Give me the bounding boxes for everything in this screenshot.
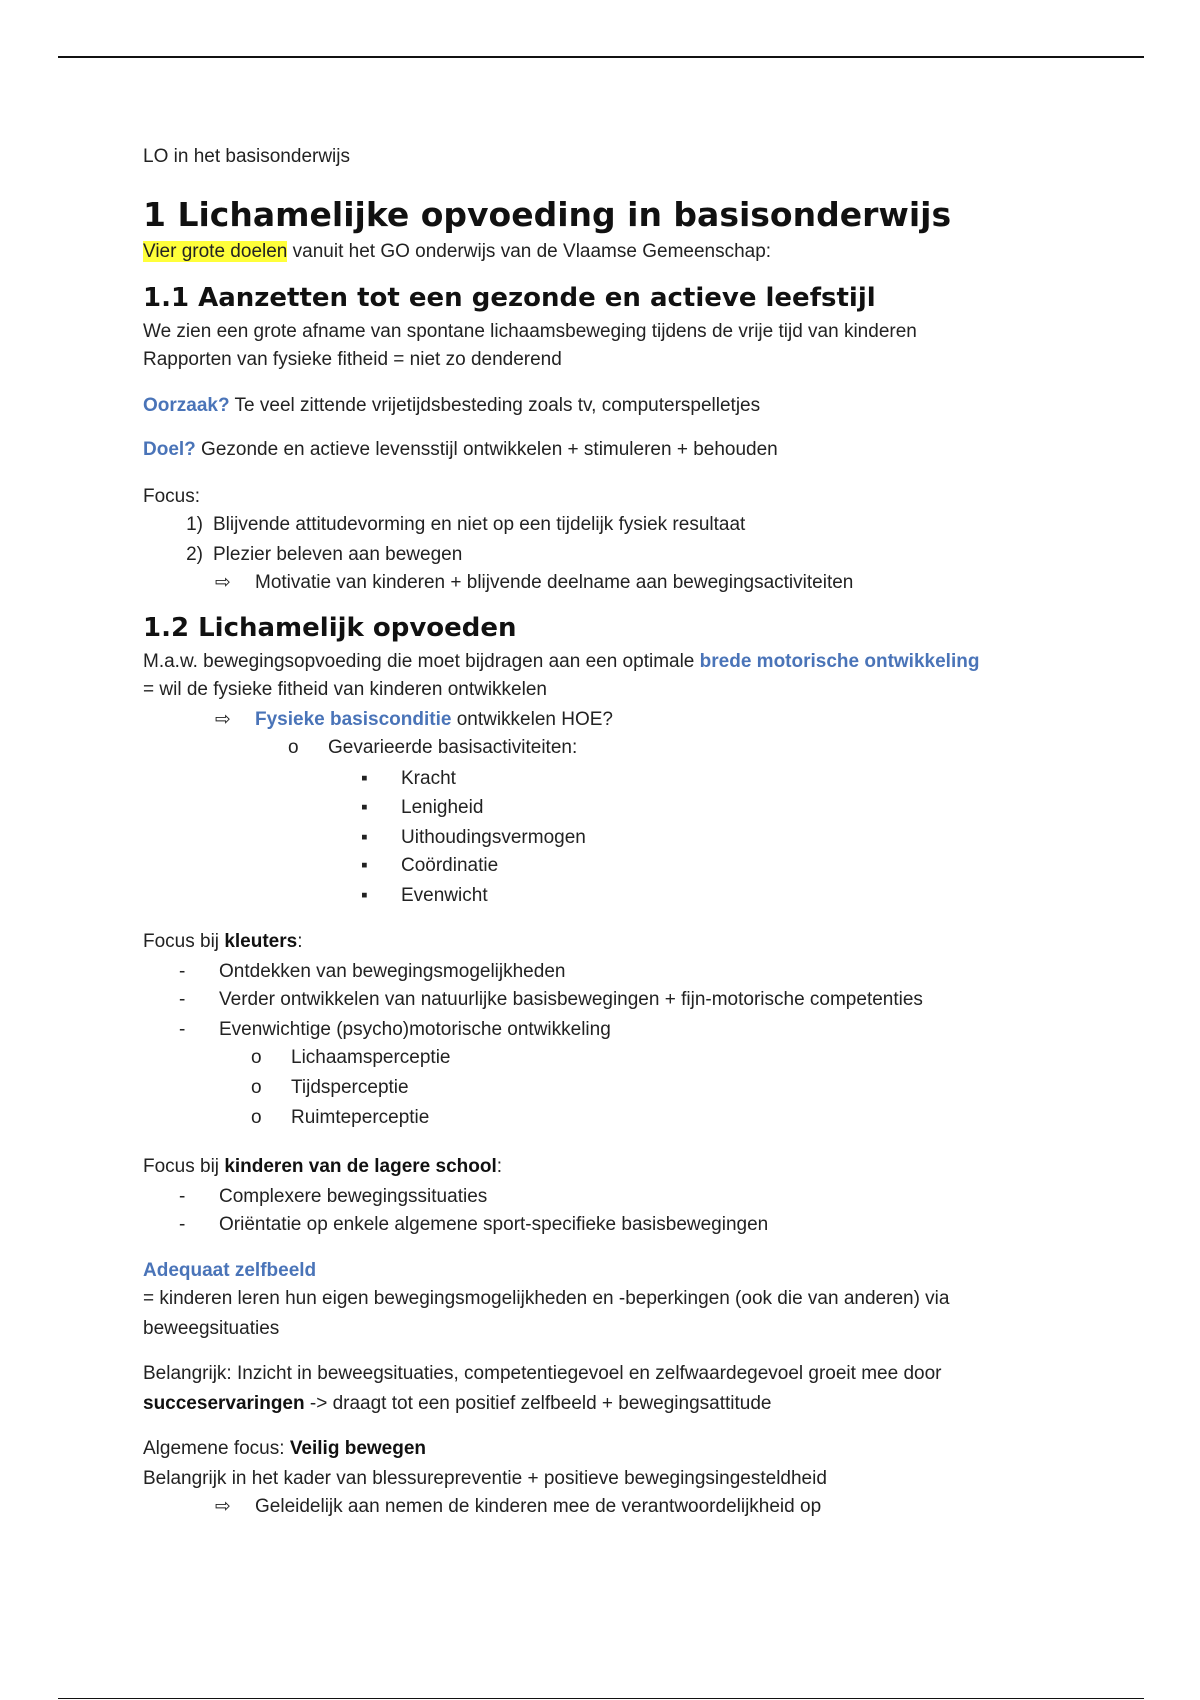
circle-bullet-icon: o bbox=[251, 1077, 262, 1098]
dash-bullet-icon: - bbox=[179, 961, 186, 982]
arrow-icon: ⇨ bbox=[215, 709, 231, 730]
doel-text: Gezonde en actieve levensstijl ontwikkelen + stimuleren + behouden bbox=[195, 439, 778, 460]
dash-bullet-icon: - bbox=[179, 1186, 186, 1207]
circle-bullet-icon: o bbox=[251, 1107, 262, 1128]
label-text: : bbox=[297, 931, 303, 952]
top-rule bbox=[58, 56, 1144, 58]
label-text: Focus bij bbox=[143, 1156, 225, 1177]
bold-text: succeservaringen bbox=[143, 1393, 305, 1414]
item-number: 2) bbox=[186, 544, 203, 565]
heading-1-2: 1.2 Lichamelijk opvoeden bbox=[143, 613, 517, 643]
dash-bullet-icon: - bbox=[179, 1214, 186, 1235]
item-text: Motivatie van kinderen + blijvende deelname aan bewegingsactiviteiten bbox=[255, 572, 854, 593]
item-text: Ruimteperceptie bbox=[291, 1107, 430, 1128]
arrow-icon: ⇨ bbox=[215, 1496, 231, 1517]
label-text: Algemene focus: bbox=[143, 1438, 290, 1459]
item-text: Ontdekken van bewegingsmogelijkheden bbox=[219, 961, 566, 982]
arrow-item bbox=[215, 708, 613, 732]
square-bullet-icon: ▪ bbox=[361, 855, 368, 876]
item-number: 1) bbox=[186, 514, 203, 535]
intro-line bbox=[143, 240, 771, 264]
intro-text: vanuit het GO onderwijs van de Vlaamse Gemeenschap: bbox=[287, 241, 772, 262]
circle-bullet-icon: o bbox=[288, 737, 299, 758]
dash-item bbox=[179, 960, 565, 984]
paragraph: We zien een grote afname van spontane lichaamsbeweging tijdens de vrije tijd van kinderen bbox=[143, 321, 917, 342]
oorzaak-line bbox=[143, 394, 760, 418]
bold-text: kleuters bbox=[224, 931, 298, 952]
item-text: Evenwicht bbox=[401, 885, 488, 906]
paragraph: beweegsituaties bbox=[143, 1318, 280, 1339]
doel-label: Doel? bbox=[143, 439, 196, 460]
item-text: Kracht bbox=[401, 768, 456, 789]
numbered-item bbox=[173, 513, 745, 537]
arrow-item bbox=[215, 1495, 821, 1519]
paragraph: Belangrijk: Inzicht in beweegsituaties, competentiegevoel en zelfwaardegevoel groeit mee door bbox=[143, 1363, 942, 1384]
heading-1-1: 1.1 Aanzetten tot een gezonde en actieve leefstijl bbox=[143, 283, 876, 313]
circle-item bbox=[251, 1106, 429, 1130]
item-text: Plezier beleven aan bewegen bbox=[213, 544, 463, 565]
item-text: ontwikkelen HOE? bbox=[451, 709, 613, 730]
paragraph-text: M.a.w. bewegingsopvoeding die moet bijdragen aan een optimale bbox=[143, 651, 700, 672]
square-item bbox=[361, 884, 488, 908]
item-text: Lenigheid bbox=[401, 797, 484, 818]
zelfbeeld-heading: Adequaat zelfbeeld bbox=[143, 1260, 317, 1281]
algemeen-label bbox=[143, 1437, 426, 1461]
item-text: Tijdsperceptie bbox=[291, 1077, 409, 1098]
oorzaak-label: Oorzaak? bbox=[143, 395, 230, 416]
item-text: Evenwichtige (psycho)motorische ontwikkeling bbox=[219, 1019, 611, 1040]
item-text: Oriëntatie op enkele algemene sport-specifieke basisbewegingen bbox=[219, 1214, 769, 1235]
kleuters-label bbox=[143, 930, 302, 954]
arrow-icon: ⇨ bbox=[215, 572, 231, 593]
bottom-rule bbox=[58, 1698, 1144, 1699]
doel-line bbox=[143, 438, 778, 462]
square-bullet-icon: ▪ bbox=[361, 827, 368, 848]
emphasis-text: Fysieke basisconditie bbox=[255, 709, 452, 730]
paragraph-text: -> draagt tot een positief zelfbeeld + bewegingsattitude bbox=[304, 1393, 772, 1414]
item-text: Lichaamsperceptie bbox=[291, 1047, 451, 1068]
item-text: Geleidelijk aan nemen de kinderen mee de verantwoordelijkheid op bbox=[255, 1496, 822, 1517]
document-header-title: LO in het basisonderwijs bbox=[143, 146, 350, 167]
item-text: Verder ontwikkelen van natuurlijke basisbewegingen + fijn-motorische competenties bbox=[219, 989, 923, 1010]
item-text: Complexere bewegingssituaties bbox=[219, 1186, 488, 1207]
item-text: Coördinatie bbox=[401, 855, 499, 876]
label-text: Focus bij bbox=[143, 931, 225, 952]
label-text: : bbox=[496, 1156, 503, 1177]
paragraph: = kinderen leren hun eigen bewegingsmogelijkheden en -beperkingen (ook die van anderen) via bbox=[143, 1288, 950, 1309]
paragraph bbox=[143, 1392, 771, 1416]
dash-item bbox=[179, 1213, 768, 1237]
square-bullet-icon: ▪ bbox=[361, 797, 368, 818]
circle-bullet-icon: o bbox=[251, 1047, 262, 1068]
arrow-item bbox=[215, 571, 853, 595]
highlighted-text: Vier grote doelen bbox=[143, 241, 288, 262]
heading-1: 1 Lichamelijke opvoeding in basisonderwijs bbox=[143, 195, 952, 234]
paragraph: Rapporten van fysieke fitheid = niet zo denderend bbox=[143, 349, 562, 370]
square-bullet-icon: ▪ bbox=[361, 768, 368, 789]
lager-label bbox=[143, 1155, 502, 1179]
bold-text: Veilig bewegen bbox=[289, 1438, 427, 1459]
dash-item bbox=[179, 988, 923, 1012]
paragraph: Belangrijk in het kader van blessurepreventie + positieve bewegingsingesteldheid bbox=[143, 1468, 827, 1489]
item-text: Blijvende attitudevorming en niet op een tijdelijk fysiek resultaat bbox=[213, 514, 746, 535]
dash-item bbox=[179, 1185, 487, 1209]
oorzaak-text: Te veel zittende vrijetijdsbesteding zoals tv, computerspelletjes bbox=[229, 395, 761, 416]
square-bullet-icon: ▪ bbox=[361, 885, 368, 906]
square-item bbox=[361, 854, 498, 878]
emphasis-text: brede motorische ontwikkeling bbox=[699, 651, 980, 672]
bold-text: kinderen van de lagere school bbox=[224, 1156, 497, 1177]
square-item bbox=[361, 796, 483, 820]
square-item bbox=[361, 826, 586, 850]
dash-bullet-icon: - bbox=[179, 1019, 186, 1040]
paragraph bbox=[143, 650, 979, 674]
numbered-item bbox=[173, 543, 462, 567]
item-text: Uithoudingsvermogen bbox=[401, 827, 586, 848]
circle-item bbox=[251, 1076, 409, 1100]
paragraph: = wil de fysieke fitheid van kinderen ontwikkelen bbox=[143, 679, 547, 700]
dash-item bbox=[179, 1018, 611, 1042]
item-text: Gevarieerde basisactiviteiten: bbox=[328, 737, 578, 758]
circle-item bbox=[251, 1046, 450, 1070]
dash-bullet-icon: - bbox=[179, 989, 186, 1010]
focus-label: Focus: bbox=[143, 486, 201, 507]
square-item bbox=[361, 767, 456, 791]
circle-item bbox=[288, 736, 577, 760]
